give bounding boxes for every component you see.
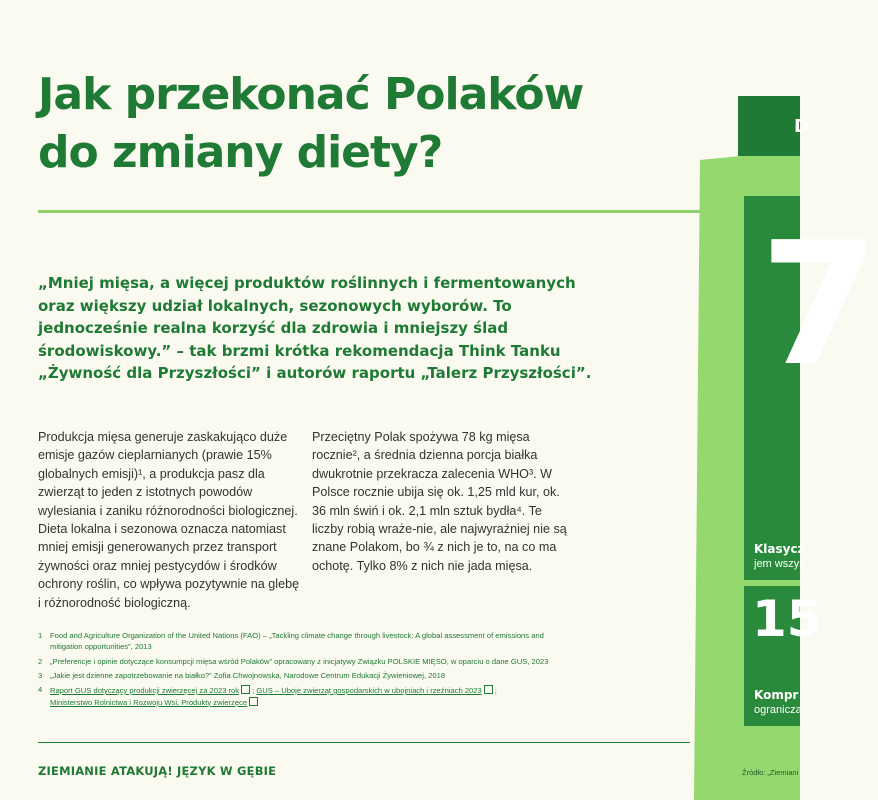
side-card-1-number: 7 (760, 206, 878, 404)
footnote-4 (38, 685, 558, 708)
footnote-separator: ; (252, 686, 257, 695)
side-card-1-sub: jem wszys (754, 558, 805, 570)
title-line-2: do zmiany diety? (38, 127, 443, 178)
footnote-link-ministry[interactable]: Ministerstwo Rolnictwa i Rozwoju Wsi, Produkty zwierzęce (50, 697, 248, 707)
side-panel-source: Źródło: „Ziemiani (742, 768, 799, 777)
footer-title: ZIEMIANIE ATAKUJĄ! JĘZYK W GĘBIE (38, 764, 277, 778)
footnote-text: „Preferencje i opinie dotyczące konsumpcji mięsa wśród Polaków” opracowany z inicjatywy Związku POLSKIE MIĘSO, w oparciu o dane GUS, 2023 (50, 657, 549, 666)
side-card-2-sub: ogranicza (754, 704, 802, 716)
title-line-1: Jak przekonać Polaków (38, 69, 584, 120)
footnote-number: 2 (38, 657, 43, 666)
footer-divider (38, 742, 690, 743)
title-divider (38, 210, 700, 213)
footnote-number: 4 (38, 685, 43, 694)
footnote-text: „Jakie jest dzienne zapotrzebowanie na białko?” Zofia Chwojnowska, Narodowe Centrum Edukacji Żywieniowej, 2018 (50, 671, 446, 680)
body-column-left: Produkcja mięsa generuje zaskakująco duże emisje gazów cieplarnianych (prawie 15% globalnych emisji)¹, a produkcja pasz dla zwierząt to jeden z istotnych powodów wylesiania i zaniku różnorodności biologicznej. Dieta lokalna i sezonowa oznacza natomiast mniej emisji generowanych przez transport żywności oraz mniej pestycydów i środków ochrony roślin, co wpływa pozytywnie na glebę i różnorodność biologiczną. (38, 430, 300, 610)
footnote-text (50, 685, 558, 708)
external-link-icon[interactable] (241, 685, 250, 694)
lead-quote: „Mniej mięsa, a więcej produktów roślinnych i fermentowanych oraz większy udział lokalnych, sezonowych wyborów. To jednocześnie realna korzyść dla zdrowia i mniejszy ślad środowiskowy.” – tak brzmi krótka rekomendacja Think Tanku „Żywność dla Przyszłości” i autorów raportu „Talerz Przyszłości”. (38, 274, 592, 382)
external-link-icon[interactable] (249, 697, 258, 706)
side-card-2-label: Kompr (754, 688, 799, 702)
external-link-icon[interactable] (484, 685, 493, 694)
footnote-link-gus-slaughter[interactable]: GUS – Uboje zwierząt gospodarskich w ubojniach i rzeźniach 2023 (256, 686, 482, 695)
side-card-1-label: Klasycz (754, 542, 805, 556)
footnote-separator: ; (494, 686, 497, 695)
body-column-right: Przeciętny Polak spożywa 78 kg mięsa rocznie², a średnia dzienna porcja białka dwukrotnie przekracza zalecenia WHO³. W Polsce rocznie ubija się ok. 1,25 mld kur, ok. 36 mln świń i ok. 2,1 mln sztuk bydła⁴. Te liczby robią wraże-nie, ale najwyraźniej nie są znane Polakom, bo ¾ z nich je to, na co ma ochotę. Tylko 8% z nich nie jada mięsa. (312, 430, 567, 573)
footnote-3 (38, 671, 558, 682)
footnote-link-gus-report[interactable]: Raport GUS dotyczący produkcji zwierzęcej za 2023 rok (50, 686, 240, 695)
footnote-2 (38, 657, 558, 668)
side-panel-header-text: D (794, 116, 809, 137)
footnote-text: Food and Agriculture Organization of the United Nations (FAO) – „Tackling climate change through livestock: A global assessment of emissions and mitigation opportunities”, 2013 (50, 631, 544, 651)
side-card-2-number: 15 (752, 590, 822, 648)
footnote-1 (38, 631, 558, 652)
footnote-number: 1 (38, 631, 43, 640)
footnote-number: 3 (38, 671, 43, 680)
side-panel-header (738, 96, 809, 156)
page-title (38, 66, 678, 182)
